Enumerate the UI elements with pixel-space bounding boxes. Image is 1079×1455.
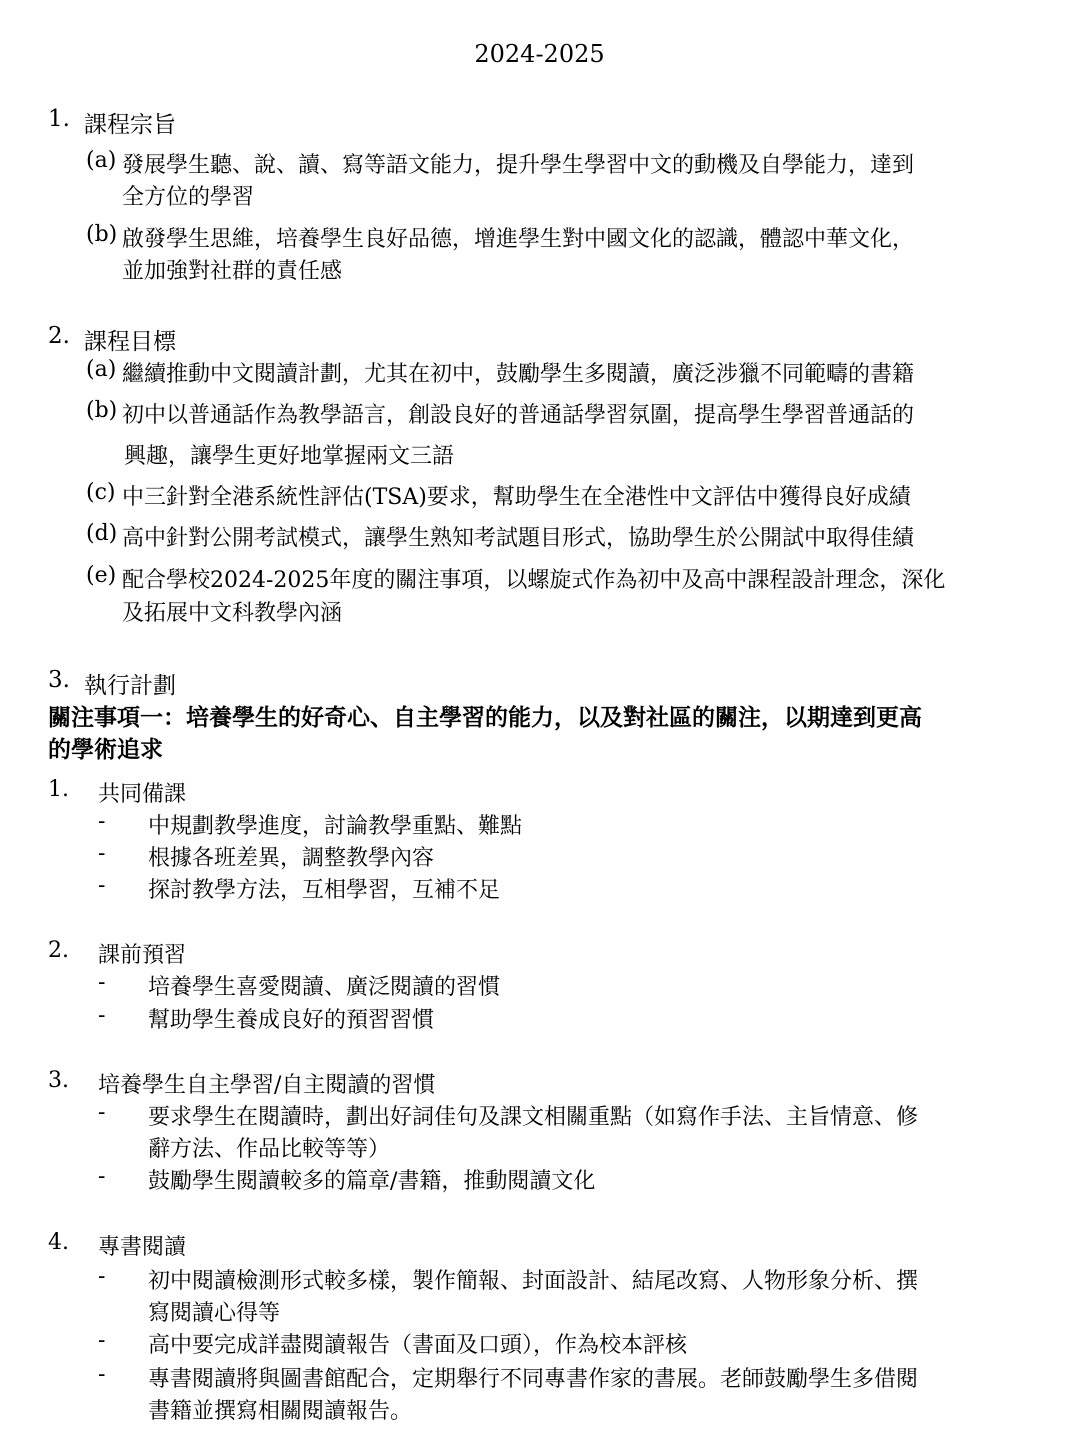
plan-1-bullet-1: 中規劃教學進度，討論教學重點、難點 xyxy=(148,814,523,839)
plan-2-bullet-2: 幫助學生養成良好的預習習慣 xyxy=(148,1008,435,1033)
s2-item-b-label: (b) xyxy=(86,398,118,423)
s1-item-a-line2: 全方位的學習 xyxy=(122,185,255,210)
plan-2-title: 課前預習 xyxy=(98,943,187,968)
bullet-dash: - xyxy=(98,841,106,866)
plan-3-bullet-1-line1: 要求學生在閱讀時，劃出好詞佳句及課文相關重點（如寫作手法、主旨情意、修 xyxy=(148,1105,919,1130)
year-title: 2024-2025 xyxy=(474,40,605,68)
s1-item-a-label: (a) xyxy=(86,148,117,173)
section-1-number: 1. xyxy=(48,106,70,132)
plan-3-number: 3. xyxy=(48,1068,69,1093)
s1-item-b-label: (b) xyxy=(86,222,118,247)
plan-4-bullet-2: 高中要完成詳盡閱讀報告（書面及口頭），作為校本評核 xyxy=(148,1333,688,1358)
section-1-title: 課程宗旨 xyxy=(84,112,176,138)
focus-item-line2: 的學術追求 xyxy=(48,736,163,763)
bullet-dash: - xyxy=(98,1164,106,1189)
bullet-dash: - xyxy=(98,970,106,995)
plan-4-bullet-3-line2: 書籍並撰寫相關閱讀報告。 xyxy=(148,1399,413,1424)
s2-item-d-line1: 高中針對公開考試模式，讓學生熟知考試題目形式，協助學生於公開試中取得佳績 xyxy=(122,526,915,551)
plan-3-bullet-1-line2: 辭方法、作品比較等等） xyxy=(148,1137,391,1162)
s1-item-b-line1: 啟發學生思維，培養學生良好品德，增進學生對中國文化的認識，體認中華文化， xyxy=(122,227,915,252)
bullet-dash: - xyxy=(98,1328,106,1353)
plan-4-number: 4. xyxy=(48,1230,69,1255)
s1-item-b-line2: 並加強對社群的責任感 xyxy=(122,259,343,284)
plan-2-number: 2. xyxy=(48,938,69,963)
s2-item-e-line2: 及拓展中文科教學內涵 xyxy=(122,601,343,626)
s2-item-b-line2: 興趣，讓學生更好地掌握兩文三語 xyxy=(124,444,455,469)
bullet-dash: - xyxy=(98,873,106,898)
s1-item-a-line1: 發展學生聽、說、讀、寫等語文能力，提升學生學習中文的動機及自學能力，達到 xyxy=(122,153,915,178)
plan-1-title: 共同備課 xyxy=(98,782,187,807)
s2-item-c-label: (c) xyxy=(86,480,116,505)
bullet-dash: - xyxy=(98,1100,106,1125)
s2-item-e-label: (e) xyxy=(86,563,117,588)
plan-1-bullet-3: 探討教學方法，互相學習，互補不足 xyxy=(148,878,501,903)
bullet-dash: - xyxy=(98,809,106,834)
plan-4-bullet-1-line2: 寫閱讀心得等 xyxy=(148,1301,281,1326)
bullet-dash: - xyxy=(98,1264,106,1289)
plan-3-title: 培養學生自主學習/自主閱讀的習慣 xyxy=(98,1073,436,1098)
plan-2-bullet-1: 培養學生喜愛閱讀、廣泛閱讀的習慣 xyxy=(148,975,501,1000)
section-2-number: 2. xyxy=(48,323,70,349)
plan-4-title: 專書閱讀 xyxy=(98,1235,187,1260)
s2-item-a-line1: 繼續推動中文閱讀計劃，尤其在初中，鼓勵學生多閱讀，廣泛涉獵不同範疇的書籍 xyxy=(122,362,915,387)
s2-item-b-line1: 初中以普通話作為教學語言，創設良好的普通話學習氛圍，提高學生學習普通話的 xyxy=(122,403,915,428)
focus-item-line1: 關注事項一：培養學生的好奇心、自主學習的能力，以及對社區的關注，以期達到更高 xyxy=(48,704,922,731)
s2-item-e-line1: 配合學校2024-2025年度的關注事項，以螺旋式作為初中及高中課程設計理念，深化 xyxy=(122,568,946,593)
plan-3-bullet-2: 鼓勵學生閱讀較多的篇章/書籍，推動閱讀文化 xyxy=(148,1169,596,1194)
section-3-number: 3. xyxy=(48,667,70,693)
s2-item-c-line1: 中三針對全港系統性評估(TSA)要求，幫助學生在全港性中文評估中獲得良好成績 xyxy=(122,485,911,510)
plan-1-bullet-2: 根據各班差異，調整教學內容 xyxy=(148,846,435,871)
section-3-title: 執行計劃 xyxy=(84,673,176,699)
bullet-dash: - xyxy=(98,1362,106,1387)
s2-item-d-label: (d) xyxy=(86,521,118,546)
s2-item-a-label: (a) xyxy=(86,357,117,382)
section-2-title: 課程目標 xyxy=(84,329,176,355)
plan-1-number: 1. xyxy=(48,777,69,802)
plan-4-bullet-3-line1: 專書閱讀將與圖書館配合，定期舉行不同專書作家的書展。老師鼓勵學生多借閱 xyxy=(148,1367,919,1392)
bullet-dash: - xyxy=(98,1003,106,1028)
plan-4-bullet-1-line1: 初中閱讀檢測形式較多樣，製作簡報、封面設計、結尾改寫、人物形象分析、撰 xyxy=(148,1269,919,1294)
